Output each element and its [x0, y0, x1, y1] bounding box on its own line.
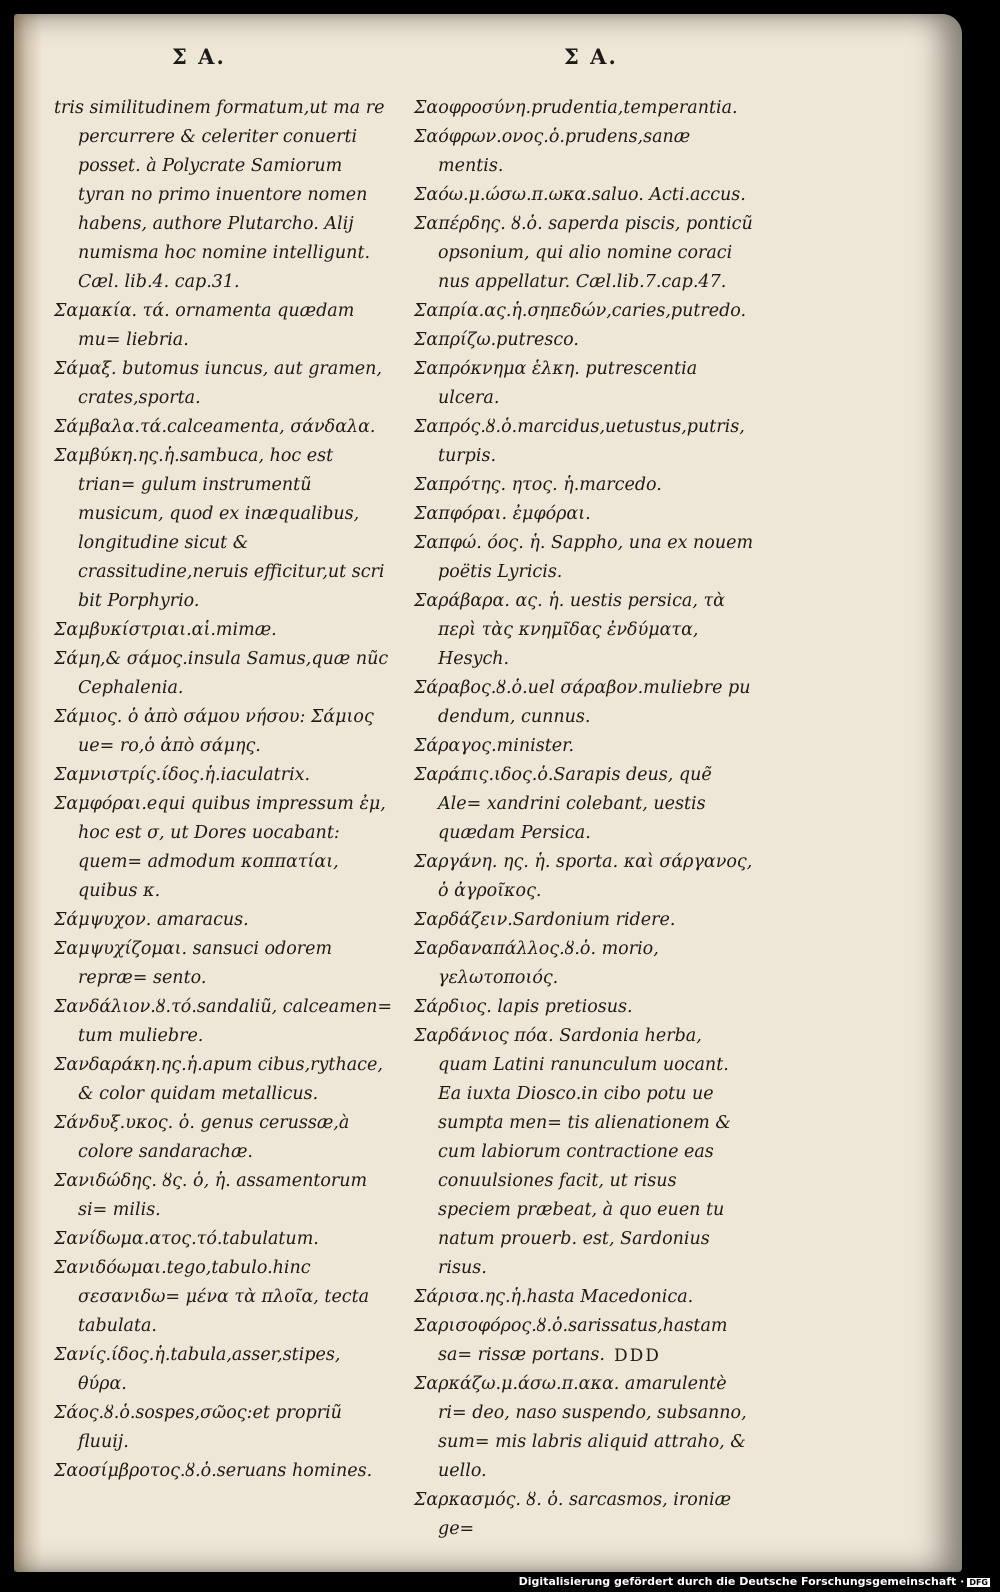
dictionary-entry: Σαπρός.ȣ.ὁ.marcidus,uetustus,putris, turpis.: [414, 417, 745, 466]
running-head-right: Σ A.: [564, 44, 618, 69]
dictionary-entry: Σαμβύκη.ης.ἡ.sambuca, hoc est trian= gulum instrumentũ musicum, quod ex inæqualibus, longitudine sicut & crassitudine,neruis efficitur,ut scri bit Porphyrio.: [54, 446, 385, 611]
dictionary-entry: Σαπφόραι. ἐμφόραι.: [414, 504, 591, 524]
running-head-left: Σ A.: [172, 44, 226, 69]
dictionary-entry: Σάνδυξ.υκος. ὁ. genus cerussæ,à colore sandarachæ.: [54, 1113, 350, 1162]
dictionary-entry: Σαμακία. τά. ornamenta quædam mu= liebria.: [54, 301, 355, 350]
dictionary-entry: Σαρδάζειν.Sardonium ridere.: [414, 910, 676, 930]
dictionary-entry: Σάμαξ. butomus iuncus, aut gramen, crates,sporta.: [54, 359, 382, 408]
dictionary-entry: Σανδάλιον.ȣ.τό.sandaliũ, calceamen= tum muliebre.: [54, 997, 393, 1046]
dictionary-entry: Σαπρότης. ητος. ἡ.marcedo.: [414, 475, 662, 495]
dictionary-entry: Σάμιος. ὁ ἀπὸ σάμου νήσου: Σάμιος ue= ro,ὁ ἀπὸ σάμης.: [54, 707, 374, 756]
dictionary-entry: Σαμφόραι.equi quibus impressum ἐμ, hoc est σ, ut Dores uocabant: quem= admodum κοππατίαι, quibus κ.: [54, 794, 386, 901]
dictionary-entry: Σανίδωμα.ατος.τό.tabulatum.: [54, 1229, 319, 1249]
dictionary-entry: Σάρισα.ης.ἡ.hasta Macedonica.: [414, 1287, 694, 1307]
funding-footer: [519, 1575, 990, 1588]
dictionary-entry: Σανιδόωμαι.tego,tabulo.hinc σεσανιδω= μένα τὰ πλοῖα, tecta tabulata.: [54, 1258, 370, 1336]
dictionary-entry: Σαμνιστρίς.ίδος.ἡ.iaculatrix.: [54, 765, 311, 785]
dictionary-entry: Σαμβυκίστριαι.αἱ.mimæ.: [54, 620, 277, 640]
dictionary-entry: Σάμβαλα.τά.calceamenta, σάνδαλα.: [54, 417, 376, 437]
dictionary-entry: Σαργάνη. ης. ἡ. sporta. καὶ σάργανος, ὁ ἀγροῖκος.: [414, 852, 753, 901]
dictionary-entry: Σαρδάνιος πόα. Sardonia herba, quam Latini ranunculum uocant. Ea iuxta Diosco.in cibo potu ue sumpta men= tis alienationem & cum labiorum contractione eas conuulsiones facit, ut risus speciem præbeat, à quo euen tu natum prouerb. est, Sardonius risus.: [414, 1026, 731, 1278]
dictionary-entry: Σάμη,& σάμος.insula Samus,quæ nũc Cephalenia.: [54, 649, 389, 698]
dictionary-entry: Σαρκάζω.μ.άσω.π.ακα. amarulentè ri= deo, naso suspendo, subsanno, sum= mis labris aliquid attraho, & uello.: [414, 1374, 747, 1481]
dictionary-entry: Σαπφώ. όος. ἡ. Sappho, una ex nouem poëtis Lyricis.: [414, 533, 754, 582]
book-page: [14, 14, 962, 1572]
dictionary-entry: Σαοσίμβροτος.ȣ.ὁ.seruans homines.: [54, 1461, 373, 1481]
dictionary-entry: Σανδαράκη.ης.ἡ.apum cibus,rythace, & color quidam metallicus.: [54, 1055, 383, 1104]
dictionary-entry: Σάραβος.ȣ.ὁ.uel σάραβον.muliebre pu dendum, cunnus.: [414, 678, 751, 727]
dictionary-entry: Σαράπις.ιδος.ὁ.Sarapis deus, quẽ Ale= xandrini colebant, uestis quædam Persica.: [414, 765, 712, 843]
catchword: DDD: [614, 1346, 661, 1366]
right-column: [414, 94, 754, 1544]
dictionary-entry: Σαπέρδης. ȣ.ὁ. saperda piscis, ponticũ opsonium, qui alio nomine coraci nus appellatur. Cæl.lib.7.cap.47.: [414, 214, 753, 292]
dictionary-entry: Σαμψυχίζομαι. sansuci odorem repræ= sento.: [54, 939, 333, 988]
left-column: [54, 94, 394, 1486]
dictionary-entry: Σαόφρων.ονος.ὁ.prudens,sanæ mentis.: [414, 127, 691, 176]
dictionary-entry: Σαπρίζω.putresco.: [414, 330, 579, 350]
dictionary-entry: Σαπρόκνημα ἑλκη. putrescentia ulcera.: [414, 359, 698, 408]
dictionary-entry: Σάμψυχον. amaracus.: [54, 910, 249, 930]
dictionary-entry: Σαπρία.ας.ἡ.σηπεδών,caries,putredo.: [414, 301, 747, 321]
dictionary-entry: Σανιδώδης. ȣς. ὁ, ἡ. assamentorum si= milis.: [54, 1171, 368, 1220]
dictionary-entry: Σαρδαναπάλλος.ȣ.ὁ. morio, γελωτοποιός.: [414, 939, 659, 988]
dictionary-entry: Σάρδιος. lapis pretiosus.: [414, 997, 633, 1017]
dictionary-entry: Σαράβαρα. ας. ἡ. uestis persica, τὰ περὶ τὰς κνημῖδας ἐνδύματα, Hesych.: [414, 591, 725, 669]
dictionary-entry: Σαρκασμός. ȣ. ὁ. sarcasmos, ironiæ ge=: [414, 1490, 732, 1539]
page-gutter: [14, 14, 42, 1572]
footer-text: Digitalisierung gefördert durch die Deutsche Forschungsgemeinschaft ·: [518, 1575, 965, 1588]
dictionary-entry: Σαόω.μ.ώσω.π.ωκα.saluo. Acti.accus.: [414, 185, 746, 205]
dictionary-entry: Σαοφροσύνη.prudentia,temperantia.: [414, 98, 738, 118]
dictionary-entry: Σαρισοφόρος.ȣ.ὁ.sarissatus,hastam sa= rissæ portans.: [414, 1316, 728, 1365]
dictionary-entry: Σάος.ȣ.ὁ.sospes,σῶος:et propriũ fluuij.: [54, 1403, 342, 1452]
dfg-logo: DFG: [969, 1577, 988, 1587]
dictionary-entry: tris similitudinem formatum,ut ma re percurrere & celeriter conuerti posset. à Polycrate Samiorum tyran no primo inuentore nomen habens, authore Plutarcho. Alij numisma hoc nomine intelligunt. Cæl. lib.4. cap.31.: [54, 98, 385, 292]
dictionary-entry: Σάραγος.minister.: [414, 736, 575, 756]
dictionary-entry: Σανίς.ίδος.ἡ.tabula,asser,stipes, θύρα.: [54, 1345, 341, 1394]
